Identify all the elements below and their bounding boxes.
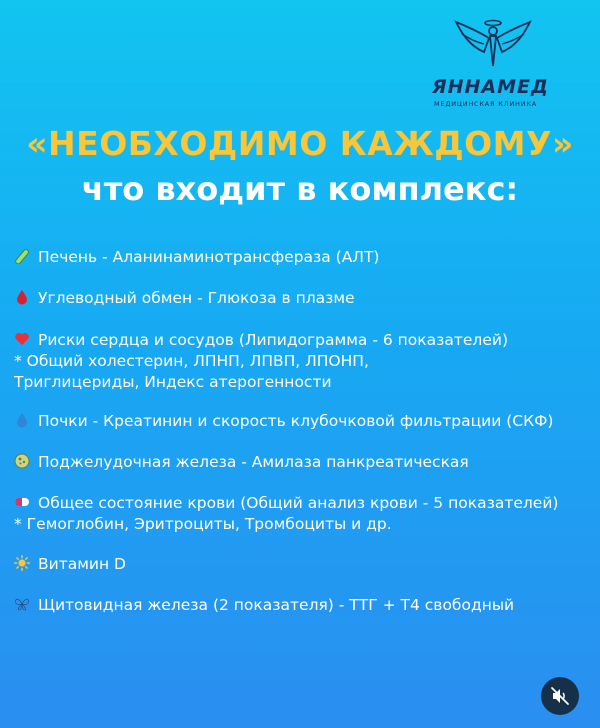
list-item-heart <box>14 330 508 393</box>
list-item-subtext: Триглицериды, Индекс атерогенности <box>14 373 332 391</box>
heart-icon <box>14 331 30 347</box>
speaker-muted-icon <box>550 686 570 706</box>
sun-icon <box>14 555 30 571</box>
list-item-pancreas <box>14 452 469 473</box>
petri-dish-icon <box>14 453 30 469</box>
list-item-text: Почки - Креатинин и скорость клубочковой фильтрации (СКФ) <box>38 412 554 430</box>
list-item-text: Общее состояние крови (Общий анализ крови - 5 показателей) <box>38 494 559 512</box>
list-item-glucose <box>14 288 355 309</box>
list-item-kidneys <box>14 411 553 432</box>
list-item-liver <box>14 247 379 268</box>
mute-button[interactable] <box>541 677 579 715</box>
pill-icon <box>14 494 30 510</box>
clinic-logo <box>418 16 568 106</box>
list-item-text: Витамин D <box>38 555 126 573</box>
list-item-text: Печень - Аланинаминотрансфераза (АЛТ) <box>38 248 380 266</box>
list-item-text: Щитовидная железа (2 показателя) - ТТГ + Т4 свободный <box>38 596 515 614</box>
angel-wings-logo-icon <box>454 16 532 74</box>
clinic-tagline: МЕДИЦИНСКАЯ КЛИНИКА <box>434 100 538 108</box>
list-item-subtext: * Общий холестерин, ЛПНП, ЛПВП, ЛПОНП, <box>14 352 369 370</box>
water-drop-icon <box>14 412 30 428</box>
list-item-text: Поджелудочная железа - Амилаза панкреатическая <box>38 453 469 471</box>
list-item-blood <box>14 493 558 535</box>
list-item-text: Углеводный обмен - Глюкоза в плазме <box>38 289 355 307</box>
list-item-text: Риски сердца и сосудов (Липидограмма - 6 показателей) <box>38 331 508 349</box>
list-item-vitamin-d <box>14 554 126 575</box>
list-item-thyroid <box>14 595 514 616</box>
butterfly-icon <box>14 596 30 612</box>
page-subtitle: что входит в комплекс: <box>81 170 519 208</box>
page-title: «НЕОБХОДИМО КАЖДОМУ» <box>26 124 574 163</box>
blood-drop-icon <box>14 289 30 305</box>
test-tube-icon <box>14 248 30 264</box>
list-item-subtext: * Гемоглобин, Эритроциты, Тромбоциты и др. <box>14 515 392 533</box>
clinic-name: ЯННАМЕД <box>432 76 549 98</box>
